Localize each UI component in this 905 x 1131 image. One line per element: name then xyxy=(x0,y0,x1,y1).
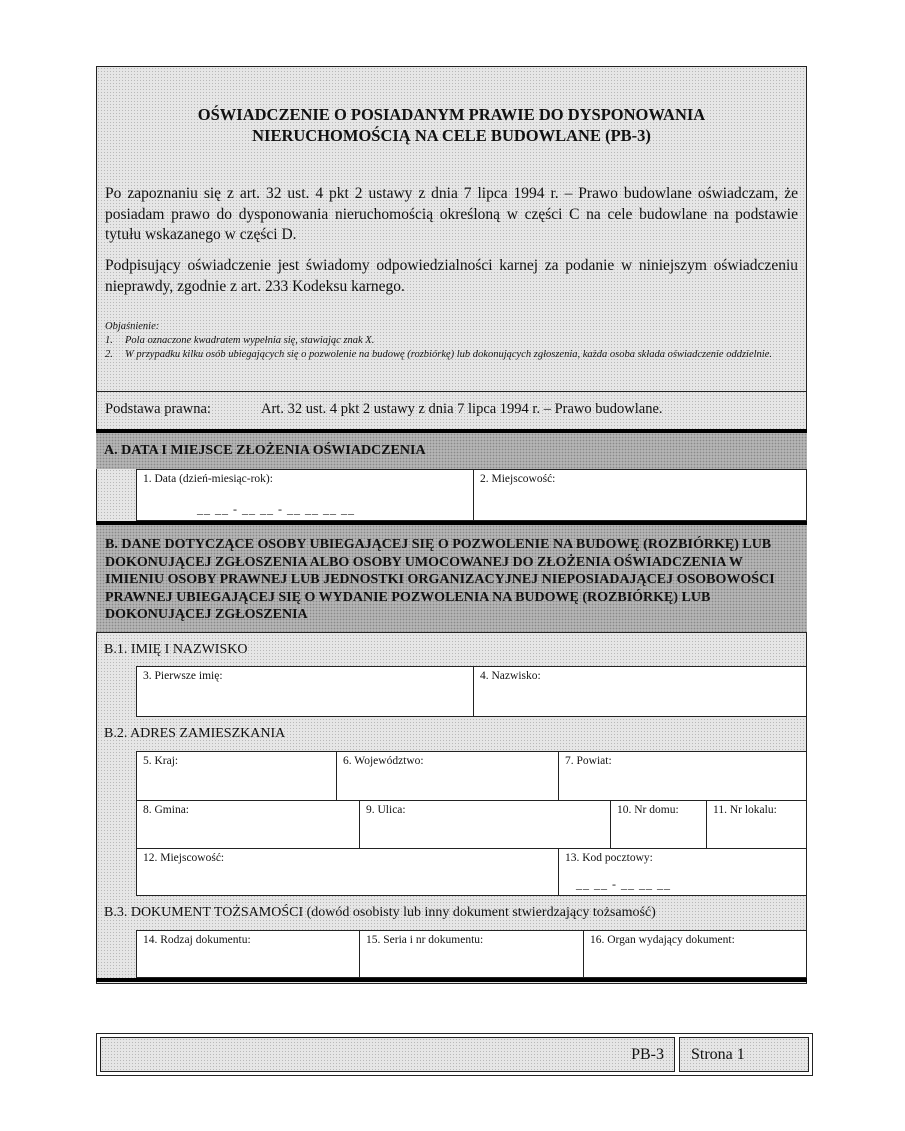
county-field-label: 7. Powiat: xyxy=(565,755,612,767)
intro-paragraph-2: Podpisujący oświadczenie jest świadomy odpowiedzialności karnej za podanie w niniejszym oświadczeniu nieprawdy, zgodnie z art. 233 Kodeksu karnego. xyxy=(105,257,798,295)
document-number-field-label: 15. Seria i nr dokumentu: xyxy=(366,934,484,946)
note-1 xyxy=(105,334,798,348)
date-field[interactable] xyxy=(136,469,474,521)
legal-basis-label: Podstawa prawna: xyxy=(105,401,211,417)
section-b-title: B. DANE DOTYCZĄCE OSOBY UBIEGAJĄCEJ SIĘ O POZWOLENIE NA BUDOWĘ (ROZBIÓRKĘ) LUB DOKONUJĄCEJ ZGŁOSZENIA ALBO OSOBY UMOCOWANEJ DO ZŁOŻENIA OŚWIADCZENIA W IMIENIU OSOBY PRAWNEJ LUB JEDNOSTKI ORGANIZACYJNEJ NIEPOSIADAJĄCEJ OSOBOWOŚCI PRAWNEJ UBIEGAJĄCEJ SIĘ O WYDANIE POZWOLENIA NA BUDOWĘ (ROZBIÓRKĘ) LUB DOKONUJĄCEJ ZGŁOSZENIA xyxy=(105,537,775,622)
note-2 xyxy=(105,348,798,362)
section-a-header xyxy=(96,433,807,469)
legal-basis-row xyxy=(105,401,805,418)
legal-basis-text: Art. 32 ust. 4 pkt 2 ustawy z dnia 7 lipca 1994 r. – Prawo budowlane. xyxy=(261,401,663,417)
house-number-field[interactable] xyxy=(610,800,707,849)
county-field[interactable] xyxy=(558,751,807,801)
note-2-number: 2. xyxy=(105,349,113,360)
document-type-field[interactable] xyxy=(136,930,360,978)
note-1-number: 1. xyxy=(105,335,113,346)
note-2-text: W przypadku kilku osób ubiegających się o pozwolenie na budowę (rozbiórkę) lub dokonujących zgłoszenia, każda osoba składa oświadczenie oddzielnie. xyxy=(125,349,773,360)
country-field[interactable] xyxy=(136,751,337,801)
street-field-label: 9. Ulica: xyxy=(366,804,406,816)
municipality-field[interactable] xyxy=(136,800,360,849)
notes xyxy=(105,320,798,362)
document-number-field[interactable] xyxy=(359,930,584,978)
legal-basis-divider xyxy=(96,391,807,392)
apartment-number-field-label: 11. Nr lokalu: xyxy=(713,804,777,816)
form-title-line1: OŚWIADCZENIE O POSIADANYM PRAWIE DO DYSPONOWANIA xyxy=(197,105,706,124)
form-bottom-rule xyxy=(96,978,807,982)
footer-page-label: Strona 1 xyxy=(691,1046,745,1063)
section-b1-header xyxy=(96,632,807,666)
form-title xyxy=(96,104,807,146)
date-field-label: 1. Data (dzień-miesiąc-rok): xyxy=(143,473,273,485)
postal-code-field-mask: __ __ - __ __ __ xyxy=(576,877,671,891)
section-a-title: A. DATA I MIEJSCE ZŁOŻENIA OŚWIADCZENIA xyxy=(104,443,426,458)
note-1-text: Pola oznaczone kwadratem wypełnia się, stawiając znak X. xyxy=(125,335,375,346)
first-name-field[interactable] xyxy=(136,666,474,717)
section-b2-title: B.2. ADRES ZAMIESZKANIA xyxy=(104,726,286,741)
postal-code-field[interactable] xyxy=(558,848,807,896)
section-b2-header xyxy=(96,717,807,751)
place-field[interactable] xyxy=(473,469,807,521)
country-field-label: 5. Kraj: xyxy=(143,755,179,767)
place-field-label: 2. Miejscowość: xyxy=(480,473,556,485)
last-name-field[interactable] xyxy=(473,666,807,717)
voivodeship-field-label: 6. Województwo: xyxy=(343,755,424,767)
section-b3-header xyxy=(96,896,807,930)
section-b-header xyxy=(96,525,807,632)
last-name-field-label: 4. Nazwisko: xyxy=(480,670,541,682)
form-title-line2: NIERUCHOMOŚCIĄ NA CELE BUDOWLANE (PB-3) xyxy=(252,126,651,145)
voivodeship-field[interactable] xyxy=(336,751,559,801)
apartment-number-field[interactable] xyxy=(706,800,807,849)
postal-code-field-label: 13. Kod pocztowy: xyxy=(565,852,653,864)
section-b3-title: B.3. DOKUMENT TOŻSAMOŚCI (dowód osobisty lub inny dokument stwierdzający tożsamość) xyxy=(104,905,656,920)
city-field-label: 12. Miejscowość: xyxy=(143,852,225,864)
document-type-field-label: 14. Rodzaj dokumentu: xyxy=(143,934,251,946)
issuing-authority-field[interactable] xyxy=(583,930,807,978)
date-field-mask: __ __ - __ __ - __ __ __ __ xyxy=(197,502,355,516)
issuing-authority-field-label: 16. Organ wydający dokument: xyxy=(590,934,735,946)
city-field[interactable] xyxy=(136,848,559,896)
first-name-field-label: 3. Pierwsze imię: xyxy=(143,670,223,682)
footer-form-code: PB-3 xyxy=(631,1046,664,1063)
intro-paragraph-1: Po zapoznaniu się z art. 32 ust. 4 pkt 2 ustawy z dnia 7 lipca 1994 r. – Prawo budowlane oświadczam, że posiadam prawo do dysponowania nieruchomością określoną w części C na cele budowlane na podstawie tytułu wskazanego w części D. xyxy=(105,185,798,243)
street-field[interactable] xyxy=(359,800,611,849)
footer-code-box xyxy=(100,1037,675,1072)
section-b1-title: B.1. IMIĘ I NAZWISKO xyxy=(104,642,248,657)
house-number-field-label: 10. Nr domu: xyxy=(617,804,679,816)
municipality-field-label: 8. Gmina: xyxy=(143,804,189,816)
notes-heading: Objaśnienie: xyxy=(105,321,160,332)
footer-page-box xyxy=(679,1037,809,1072)
